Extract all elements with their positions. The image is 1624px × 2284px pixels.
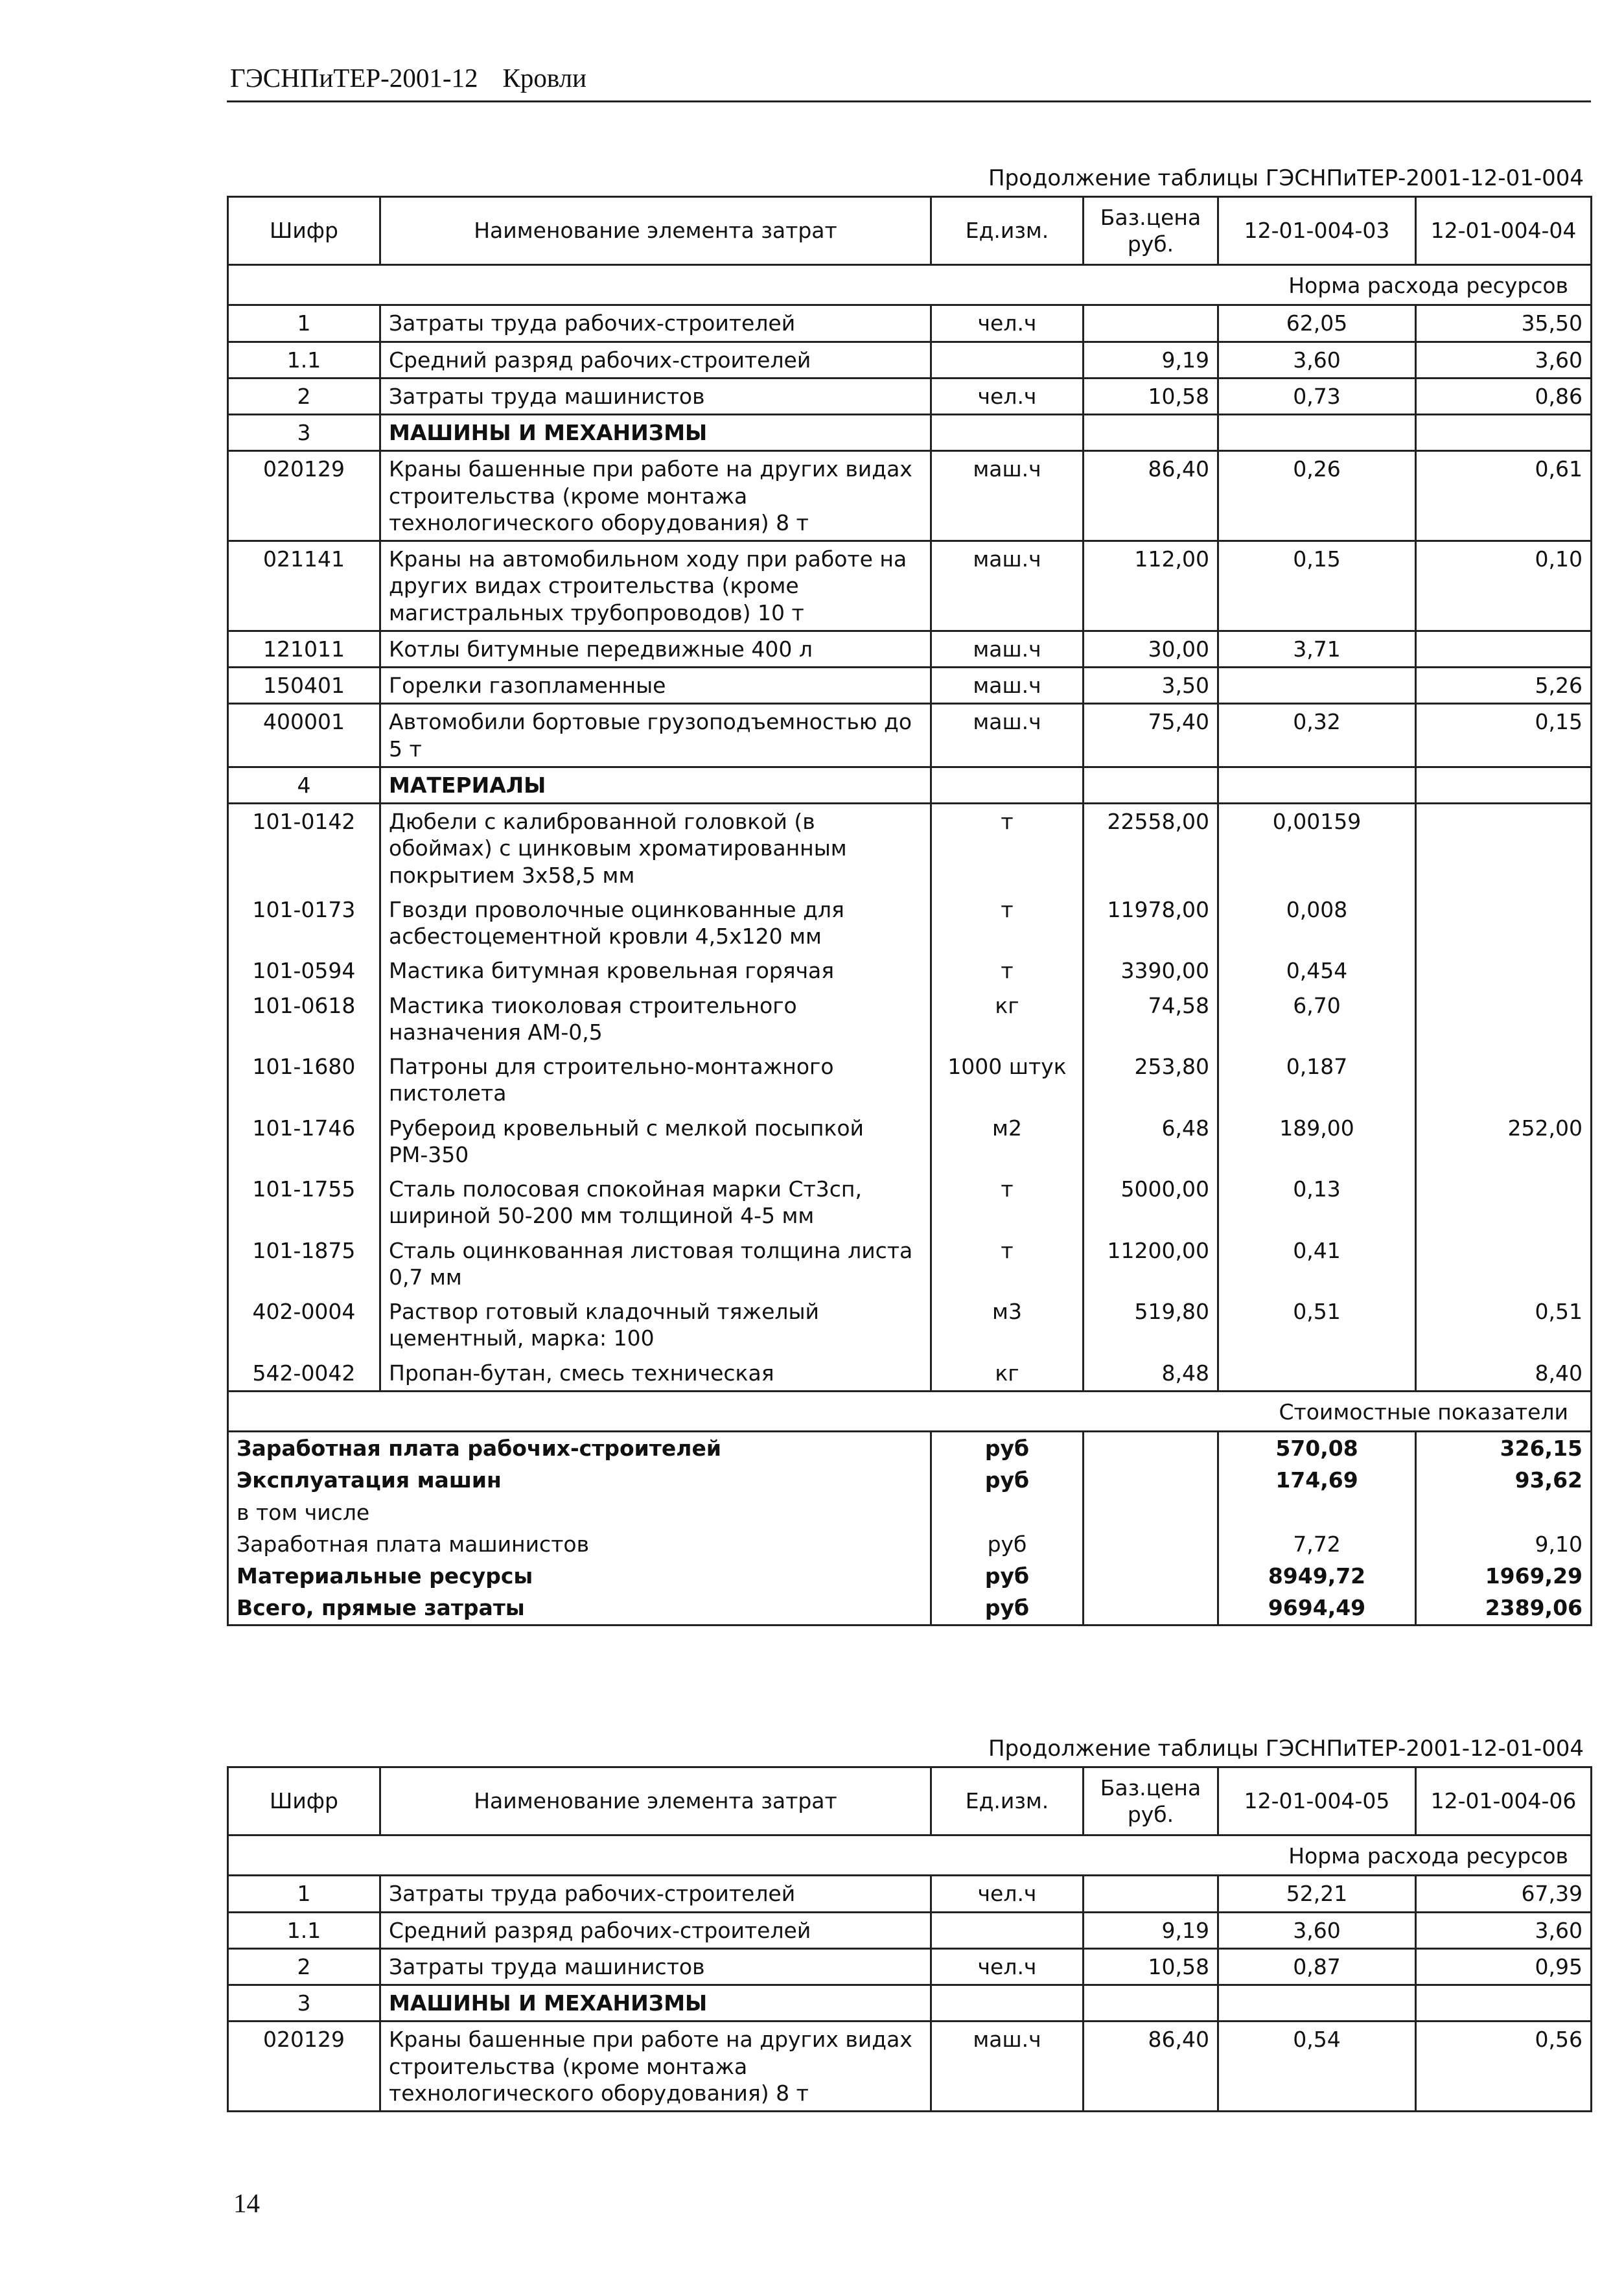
col-header: Наименование элемента затрат [380, 197, 931, 265]
row-value-1: 0,26 [1218, 451, 1416, 541]
table-row [228, 415, 1592, 451]
col-header: Шифр [228, 197, 380, 265]
row-code: 020129 [228, 451, 380, 541]
row-name: МАШИНЫ И МЕХАНИЗМЫ [380, 1985, 931, 2022]
row-unit [931, 1912, 1084, 1948]
row-price: 112,00 [1084, 541, 1218, 631]
norm-label-row [228, 265, 1592, 305]
col-header: Баз.цена руб. [1084, 1767, 1218, 1835]
row-value-2: 0,86 [1416, 378, 1592, 414]
cost-row [228, 1432, 1592, 1465]
row-name: Дюбели с калиброванной головкой (в обоймах) с цинковым хроматированным покрытием 3х58,5 мм [380, 804, 931, 892]
row-name: Краны на автомобильном ходу при работе на других видах строительства (кроме магистральных трубопроводов) 10 т [380, 541, 931, 631]
table-row [228, 305, 1592, 342]
row-name: Средний разряд рабочих-строителей [380, 342, 931, 378]
norm-label: Норма расхода ресурсов [228, 1835, 1592, 1876]
resource-table-1 [227, 196, 1592, 1626]
row-value-2 [1416, 1172, 1592, 1233]
row-unit: т [931, 1172, 1084, 1233]
col-header: Ед.изм. [931, 1767, 1084, 1835]
cost-value-1: 8949,72 [1218, 1560, 1416, 1592]
row-code: 2 [228, 378, 380, 414]
row-value-1: 0,008 [1218, 892, 1416, 954]
cost-name: Заработная плата машинистов [228, 1528, 931, 1560]
cost-empty [1084, 1464, 1218, 1496]
row-price: 6,48 [1084, 1111, 1218, 1172]
row-value-2: 67,39 [1416, 1876, 1592, 1912]
row-value-1: 0,51 [1218, 1294, 1416, 1356]
row-value-2: 0,51 [1416, 1294, 1592, 1356]
row-name: МАШИНЫ И МЕХАНИЗМЫ [380, 415, 931, 451]
cost-name: в том числе [228, 1497, 931, 1528]
row-code: 542-0042 [228, 1356, 380, 1392]
header-section: Кровли [502, 63, 587, 93]
row-name: Автомобили бортовые грузоподъемностью до 5 т [380, 704, 931, 767]
row-price: 74,58 [1084, 988, 1218, 1050]
row-name: МАТЕРИАЛЫ [380, 767, 931, 803]
norm-label: Норма расхода ресурсов [228, 265, 1592, 305]
row-unit: маш.ч [931, 541, 1084, 631]
cost-empty [1084, 1592, 1218, 1625]
cost-unit: руб [931, 1432, 1084, 1465]
row-value-1: 3,60 [1218, 1912, 1416, 1948]
row-value-2: 0,56 [1416, 2022, 1592, 2112]
row-unit: т [931, 804, 1084, 892]
col-header: Ед.изм. [931, 197, 1084, 265]
norm-label-row [228, 1835, 1592, 1876]
row-name: Средний разряд рабочих-строителей [380, 1912, 931, 1948]
row-value-1 [1218, 1356, 1416, 1392]
table1-body [228, 305, 1592, 1392]
row-code: 101-1755 [228, 1172, 380, 1233]
row-price: 30,00 [1084, 631, 1218, 667]
row-value-1: 52,21 [1218, 1876, 1416, 1912]
row-unit [931, 415, 1084, 451]
table-row [228, 704, 1592, 767]
cost-value-2: 93,62 [1416, 1464, 1592, 1496]
row-price: 10,58 [1084, 1948, 1218, 1985]
cost-name: Всего, прямые затраты [228, 1592, 931, 1625]
row-name: Краны башенные при работе на других видах строительства (кроме монтажа технологического оборудования) 8 т [380, 451, 931, 541]
table-row [228, 1111, 1592, 1172]
row-unit [931, 1985, 1084, 2022]
cost-value-2 [1416, 1497, 1592, 1528]
row-unit: кг [931, 1356, 1084, 1392]
table2-body [228, 1876, 1592, 2112]
cost-row [228, 1464, 1592, 1496]
cost-empty [1084, 1432, 1218, 1465]
table-header-row [228, 197, 1592, 265]
row-code: 101-0618 [228, 988, 380, 1050]
row-name: Котлы битумные передвижные 400 л [380, 631, 931, 667]
row-value-1: 189,00 [1218, 1111, 1416, 1172]
row-code: 121011 [228, 631, 380, 667]
row-name: Затраты труда рабочих-строителей [380, 1876, 931, 1912]
row-code: 400001 [228, 704, 380, 767]
cost-row [228, 1560, 1592, 1592]
cost-section [228, 1432, 1592, 1626]
row-value-1: 0,87 [1218, 1948, 1416, 1985]
row-value-1: 3,71 [1218, 631, 1416, 667]
row-value-1: 0,73 [1218, 378, 1416, 414]
cost-value-2: 9,10 [1416, 1528, 1592, 1560]
row-value-1: 0,15 [1218, 541, 1416, 631]
row-unit: маш.ч [931, 2022, 1084, 2112]
row-unit: чел.ч [931, 1948, 1084, 1985]
row-unit: маш.ч [931, 668, 1084, 704]
row-unit [931, 342, 1084, 378]
table-row [228, 1294, 1592, 1356]
row-unit: чел.ч [931, 378, 1084, 414]
row-code: 101-1875 [228, 1233, 380, 1295]
cost-unit: руб [931, 1592, 1084, 1625]
row-unit: кг [931, 988, 1084, 1050]
row-value-1: 0,41 [1218, 1233, 1416, 1295]
row-code: 150401 [228, 668, 380, 704]
row-code: 1.1 [228, 342, 380, 378]
row-code: 3 [228, 1985, 380, 2022]
row-price: 10,58 [1084, 378, 1218, 414]
row-value-2: 0,10 [1416, 541, 1592, 631]
row-price [1084, 767, 1218, 803]
running-header [230, 62, 611, 93]
row-value-2: 0,61 [1416, 451, 1592, 541]
table-row [228, 378, 1592, 414]
cost-row [228, 1592, 1592, 1625]
row-price [1084, 415, 1218, 451]
row-code: 101-1680 [228, 1049, 380, 1111]
row-value-2: 5,26 [1416, 668, 1592, 704]
cost-label: Стоимостные показатели [228, 1391, 1592, 1431]
row-name: Рубероид кровельный с мелкой посыпкой РМ-350 [380, 1111, 931, 1172]
row-value-2 [1416, 631, 1592, 667]
row-code: 402-0004 [228, 1294, 380, 1356]
cost-name: Заработная плата рабочих-строителей [228, 1432, 931, 1465]
row-code: 1 [228, 305, 380, 342]
table-row [228, 1356, 1592, 1392]
row-value-2 [1416, 1049, 1592, 1111]
row-price: 9,19 [1084, 342, 1218, 378]
row-value-2 [1416, 804, 1592, 892]
row-unit: чел.ч [931, 1876, 1084, 1912]
table-row [228, 451, 1592, 541]
row-name: Пропан-бутан, смесь техническая [380, 1356, 931, 1392]
col-header: 12-01-004-04 [1416, 197, 1592, 265]
row-code: 020129 [228, 2022, 380, 2112]
table-row [228, 1912, 1592, 1948]
row-name: Затраты труда машинистов [380, 378, 931, 414]
resource-table-2 [227, 1766, 1592, 2112]
row-value-2: 252,00 [1416, 1111, 1592, 1172]
row-name: Затраты труда машинистов [380, 1948, 931, 1985]
row-value-2 [1416, 1985, 1592, 2022]
row-price: 11200,00 [1084, 1233, 1218, 1295]
row-price: 11978,00 [1084, 892, 1218, 954]
cost-value-1: 7,72 [1218, 1528, 1416, 1560]
row-unit: т [931, 953, 1084, 988]
row-code: 1.1 [228, 1912, 380, 1948]
row-value-1: 3,60 [1218, 342, 1416, 378]
row-name: Сталь оцинкованная листовая толщина листа 0,7 мм [380, 1233, 931, 1295]
table1-caption: Продолжение таблицы ГЭСНПиТЕР-2001-12-01-004 [988, 165, 1584, 191]
row-value-1 [1218, 767, 1416, 803]
table-row [228, 1172, 1592, 1233]
header-rule [227, 100, 1591, 102]
table-row [228, 804, 1592, 892]
table-row [228, 892, 1592, 954]
row-price: 3,50 [1084, 668, 1218, 704]
row-name: Патроны для строительно-монтажного пистолета [380, 1049, 931, 1111]
col-header: Шифр [228, 1767, 380, 1835]
cost-unit: руб [931, 1560, 1084, 1592]
row-name: Сталь полосовая спокойная марки Ст3сп, шириной 50-200 мм толщиной 4-5 мм [380, 1172, 931, 1233]
row-code: 021141 [228, 541, 380, 631]
cost-name: Материальные ресурсы [228, 1560, 931, 1592]
cost-value-1: 570,08 [1218, 1432, 1416, 1465]
table-row [228, 2022, 1592, 2112]
row-price: 8,48 [1084, 1356, 1218, 1392]
row-code: 101-1746 [228, 1111, 380, 1172]
row-value-2: 3,60 [1416, 1912, 1592, 1948]
row-unit [931, 767, 1084, 803]
row-price: 3390,00 [1084, 953, 1218, 988]
table2-caption: Продолжение таблицы ГЭСНПиТЕР-2001-12-01-004 [988, 1736, 1584, 1762]
row-name: Затраты труда рабочих-строителей [380, 305, 931, 342]
cost-value-1: 9694,49 [1218, 1592, 1416, 1625]
row-value-2: 35,50 [1416, 305, 1592, 342]
row-value-2 [1416, 415, 1592, 451]
table-row [228, 1985, 1592, 2022]
row-value-1: 0,13 [1218, 1172, 1416, 1233]
row-code: 3 [228, 415, 380, 451]
row-value-1 [1218, 415, 1416, 451]
row-code: 2 [228, 1948, 380, 1985]
cost-unit: руб [931, 1528, 1084, 1560]
cost-empty [1084, 1497, 1218, 1528]
table-row [228, 1948, 1592, 1985]
row-value-2 [1416, 988, 1592, 1050]
row-price: 519,80 [1084, 1294, 1218, 1356]
row-value-1: 6,70 [1218, 988, 1416, 1050]
row-price: 253,80 [1084, 1049, 1218, 1111]
row-value-1: 0,00159 [1218, 804, 1416, 892]
table-row [228, 342, 1592, 378]
row-value-2 [1416, 1233, 1592, 1295]
row-value-2: 3,60 [1416, 342, 1592, 378]
row-code: 101-0173 [228, 892, 380, 954]
table-row [228, 631, 1592, 667]
row-unit: т [931, 892, 1084, 954]
table-row [228, 1876, 1592, 1912]
row-price: 75,40 [1084, 704, 1218, 767]
row-unit: м2 [931, 1111, 1084, 1172]
row-price: 22558,00 [1084, 804, 1218, 892]
row-value-1: 0,54 [1218, 2022, 1416, 2112]
row-value-1 [1218, 668, 1416, 704]
row-price [1084, 1876, 1218, 1912]
header-code: ГЭСНПиТЕР-2001-12 [230, 63, 478, 93]
row-value-2: 0,15 [1416, 704, 1592, 767]
row-price: 9,19 [1084, 1912, 1218, 1948]
row-value-2 [1416, 892, 1592, 954]
cost-empty [1084, 1560, 1218, 1592]
page-number: 14 [233, 2188, 260, 2218]
cost-value-1: 174,69 [1218, 1464, 1416, 1496]
cost-value-1 [1218, 1497, 1416, 1528]
table-row [228, 767, 1592, 803]
cost-value-2: 326,15 [1416, 1432, 1592, 1465]
row-name: Мастика битумная кровельная горячая [380, 953, 931, 988]
row-value-2: 0,95 [1416, 1948, 1592, 1985]
cost-value-2: 2389,06 [1416, 1592, 1592, 1625]
row-value-1: 0,187 [1218, 1049, 1416, 1111]
table-row [228, 988, 1592, 1050]
row-unit: маш.ч [931, 631, 1084, 667]
col-header: Баз.цена руб. [1084, 197, 1218, 265]
row-name: Гвозди проволочные оцинкованные для асбестоцементной кровли 4,5х120 мм [380, 892, 931, 954]
cost-unit [931, 1497, 1084, 1528]
row-unit: маш.ч [931, 451, 1084, 541]
row-code: 101-0594 [228, 953, 380, 988]
cost-row [228, 1497, 1592, 1528]
table-row [228, 953, 1592, 988]
cost-unit: руб [931, 1464, 1084, 1496]
row-name: Краны башенные при работе на других видах строительства (кроме монтажа технологического оборудования) 8 т [380, 2022, 931, 2112]
row-unit: м3 [931, 1294, 1084, 1356]
row-value-1: 0,454 [1218, 953, 1416, 988]
row-value-1 [1218, 1985, 1416, 2022]
row-unit: 1000 штук [931, 1049, 1084, 1111]
row-code: 101-0142 [228, 804, 380, 892]
row-value-1: 62,05 [1218, 305, 1416, 342]
row-code: 4 [228, 767, 380, 803]
row-price [1084, 1985, 1218, 2022]
col-header: 12-01-004-03 [1218, 197, 1416, 265]
row-price: 86,40 [1084, 2022, 1218, 2112]
col-header: 12-01-004-06 [1416, 1767, 1592, 1835]
row-value-2 [1416, 953, 1592, 988]
row-code: 1 [228, 1876, 380, 1912]
row-unit: т [931, 1233, 1084, 1295]
row-price: 86,40 [1084, 451, 1218, 541]
cost-value-2: 1969,29 [1416, 1560, 1592, 1592]
row-value-2 [1416, 767, 1592, 803]
row-unit: чел.ч [931, 305, 1084, 342]
col-header: 12-01-004-05 [1218, 1767, 1416, 1835]
cost-label-row [228, 1391, 1592, 1431]
cost-row [228, 1528, 1592, 1560]
cost-empty [1084, 1528, 1218, 1560]
row-unit: маш.ч [931, 704, 1084, 767]
table-row [228, 1233, 1592, 1295]
row-price: 5000,00 [1084, 1172, 1218, 1233]
table-row [228, 541, 1592, 631]
table-header-row [228, 1767, 1592, 1835]
row-value-2: 8,40 [1416, 1356, 1592, 1392]
table-row [228, 1049, 1592, 1111]
col-header: Наименование элемента затрат [380, 1767, 931, 1835]
row-name: Раствор готовый кладочный тяжелый цементный, марка: 100 [380, 1294, 931, 1356]
table-row [228, 668, 1592, 704]
row-value-1: 0,32 [1218, 704, 1416, 767]
row-name: Горелки газопламенные [380, 668, 931, 704]
row-price [1084, 305, 1218, 342]
row-name: Мастика тиоколовая строительного назначения АМ-0,5 [380, 988, 931, 1050]
cost-name: Эксплуатация машин [228, 1464, 931, 1496]
